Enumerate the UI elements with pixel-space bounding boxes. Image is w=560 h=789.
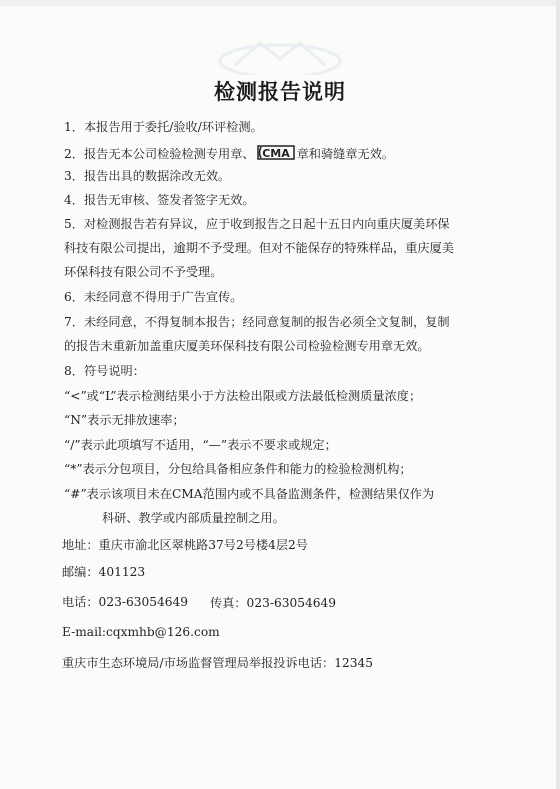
page-title: 检测报告说明	[214, 80, 346, 104]
item-continuation: 科技有限公司提出，逾期不予受理。但对不能保存的特殊样品，重庆厦美	[64, 241, 454, 255]
list-item	[64, 216, 450, 232]
cma-mark-icon	[256, 144, 296, 161]
item-text: 对检测报告若有异议，应于收到报告之日起十五日内向重庆厦美环保	[83, 217, 450, 231]
item-number: 6．	[64, 290, 84, 304]
address: 地址：重庆市渝北区翠桃路37号2号楼4层2号	[62, 538, 308, 552]
list-item	[64, 289, 242, 305]
list-item	[64, 144, 394, 162]
item-number: 4．	[64, 193, 84, 207]
postcode: 邮编：401123	[62, 565, 146, 579]
item-number: 1．	[64, 120, 84, 134]
page-edge	[0, 0, 560, 6]
list-item	[64, 192, 255, 208]
item-number: 3．	[64, 169, 84, 183]
complaint-hotline: 重庆市生态环境局/市场监督管理局举报投诉电话：12345	[62, 656, 374, 670]
item-text: 未经同意，不得复制本报告；经同意复制的报告必须全文复制，复制	[83, 315, 450, 329]
item-text: 报告无本公司检验检测专用章、	[83, 147, 255, 161]
item-text: 报告出具的数据涂改无效。	[83, 169, 231, 183]
phone: 电话：023-63054649	[62, 595, 188, 609]
list-item	[64, 363, 145, 379]
item-text: 未经同意不得用于广告宣传。	[83, 290, 243, 304]
email: E-mail:cqxmhb@126.com	[62, 625, 220, 639]
item-number: 2．	[64, 147, 84, 161]
symbol-line: 科研、教学或内部质量控制之用。	[102, 511, 285, 525]
item-continuation: 环保科技有限公司不予受理。	[64, 265, 223, 279]
faint-logo-watermark	[205, 35, 355, 75]
item-text: 符号说明：	[83, 364, 145, 378]
symbol-line: “*”表示分包项目，分包给具备相应条件和能力的检验检测机构；	[64, 462, 412, 476]
cma-mark-text: CMA	[261, 147, 290, 160]
item-text: 本报告用于委托/验收/环评检测。	[83, 120, 263, 134]
item-number: 7．	[64, 315, 84, 329]
list-item	[64, 314, 450, 330]
list-item	[64, 168, 230, 184]
item-continuation: 的报告未重新加盖重庆厦美环保科技有限公司检验检测专用章无效。	[64, 339, 430, 353]
page-edge	[556, 0, 560, 789]
item-text: 报告无审核、签发者签字无效。	[83, 193, 255, 207]
symbol-line: “N”表示无排放速率；	[64, 413, 185, 427]
item-number: 8．	[64, 364, 84, 378]
item-text: 章和骑缝章无效。	[296, 147, 395, 161]
fax: 传真：023-63054649	[210, 596, 336, 610]
symbol-line: “<”或“L”表示检测结果小于方法检出限或方法最低检测质量浓度；	[64, 389, 422, 403]
symbol-line: “#”表示该项目未在CMA范围内或不具备监测条件，检测结果仅作为	[64, 487, 435, 501]
list-item	[64, 119, 263, 135]
symbol-line: “/”表示此项填写不适用，“—”表示不要求或规定；	[64, 438, 337, 452]
item-number: 5．	[64, 217, 84, 231]
